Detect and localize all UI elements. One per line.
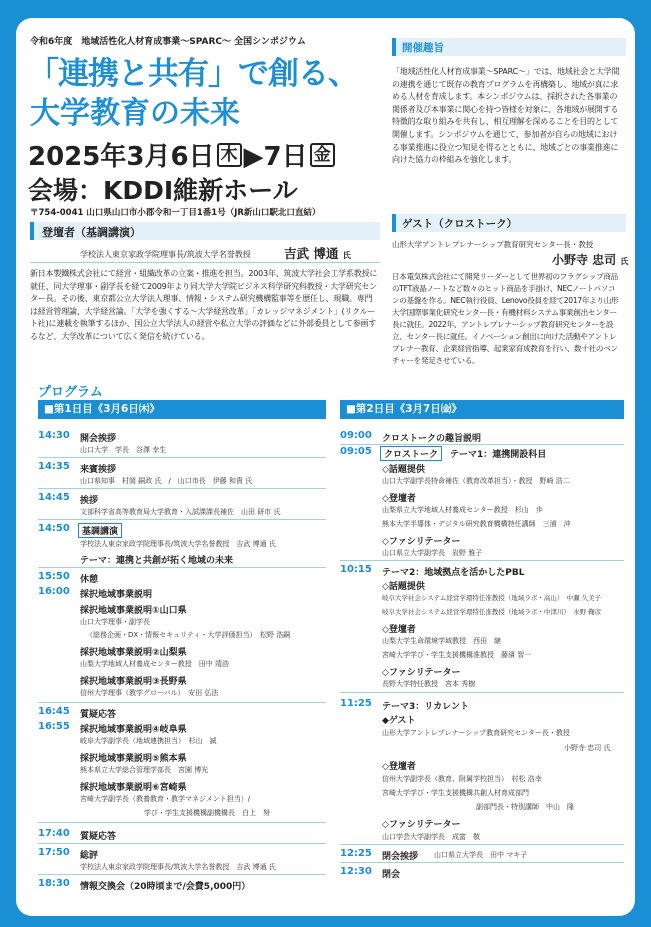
- supertitle: 令和6年度 地域活性化人材育成事業〜SPARC〜 全国シンポジウム: [30, 37, 306, 47]
- day2-heading: ◆ゲスト: [382, 716, 416, 726]
- day2-sub: 山口県立大学副学長 岩野 雅子: [382, 549, 483, 557]
- day2-time: 12:30: [340, 866, 372, 877]
- day1-sub: 山口県知事 村岡 嗣政 氏 / 山口市長 伊藤 和貴 氏: [80, 477, 253, 485]
- title-line-1: 「連携と共有」で創る、: [28, 56, 358, 92]
- day2-sub: 小野寺 忠司 氏: [564, 744, 611, 752]
- guest-affiliation: 山形大学アントレプレナーシップ教育研究センター長・教授: [392, 240, 594, 249]
- day2-heading: ◇ファシリテーター: [382, 668, 461, 678]
- flyer-page: [16, 18, 635, 916]
- purpose-text: 「地域活性化人材育成事業〜SPARC〜」では、地域社会と大学間の連携を通じて既存の教育プログラムを再構築し、地域が真に求める人材を育成します。本シンポジウムは、採択された各事業の関係者及び本事業に関心を持つ皆様を対象に、各地域が展開する特徴的な取り組みを共有し、相互理解を深めることを目的として開催します。シンポジウムを通じて、参加者が自らの地域における事業推進に役立つ知見を得るとともに、地域ごとの事業推進に向けた協力の枠組みを強化します。: [392, 67, 620, 165]
- day1-item: 採択地域事業説明⑤熊本県: [80, 754, 187, 764]
- guest-name: [552, 251, 628, 268]
- day1-item: 情報交換会（20時頃まで/会費5,000円）: [80, 882, 251, 892]
- day2-item: 閉会: [382, 870, 401, 880]
- speaker-section-header: [30, 222, 380, 240]
- day2-sub: 山形大学アントレプレナーシップ教育研究センター長・教授: [382, 729, 570, 737]
- day1-item-keynote: 基調講演: [78, 523, 122, 538]
- speaker-affiliation: 学校法人東京家政学院理事長/筑波大学名誉教授: [80, 250, 251, 259]
- day1-time: 14:30: [38, 430, 70, 441]
- day1-sub: 文部科学省高等教育局大学教育・入試課課長補佐 山田 研市 氏: [80, 508, 281, 516]
- venue: 会場：KDDI維新ホール: [28, 176, 298, 205]
- day1-sub: 山口大学理事・副学長: [80, 618, 150, 626]
- day1-item: 採択地域事業説明③長野県: [80, 677, 187, 687]
- day1-time: 16:00: [38, 586, 70, 597]
- day1-item: 採択地域事業説明⑥宮崎県: [80, 783, 187, 793]
- guest-section-header: [392, 214, 626, 232]
- day1-item: 総評: [80, 851, 99, 861]
- day2-time: 11:25: [340, 698, 372, 709]
- day1-time: 15:50: [38, 571, 70, 582]
- day2-time: 09:00: [340, 430, 372, 441]
- guest-bio: 日本電気株式会社にて開発リーダーとして世界初のフラグシップ商品のTFT液晶ノートなど数々のヒット商品を手掛け、NECノートパソコンの基盤を作る。NEC執行役員、Lenovo役員を経て2017年より山形大学国際事業化研究センター長・有機材料システム事業創出センター長に就任。2022年、アントレプレナーシップ教育研究センターを設立、センター長に就任。イノベーション創出に向けた活動やアントレプレナー教育、企業経営指導、起業家育成教育を行い、数十社のベンチャーを発足させている。: [392, 272, 619, 365]
- day1-sub: 岐阜大学副学長（地域連携担当） 杉山 誠: [80, 737, 217, 745]
- day1-sub: 山梨大学地域人材養成センター教授 田中 靖浩: [80, 660, 229, 668]
- day2-item: クロストークの趣旨説明: [382, 434, 482, 444]
- day1-item: 採択地域事業説明①山口県: [80, 606, 187, 616]
- purpose-section-title: 開催趣旨: [402, 42, 444, 54]
- day2-item: テーマ2：地域拠点を活かしたPBL: [382, 568, 525, 578]
- day1-sub: 信州大学理事（教学グローバル） 安田 弘法: [80, 689, 219, 697]
- day2-heading: ◇登壇者: [382, 625, 416, 635]
- day2-sub: 岐阜大学社会システム経営学環特任准教授（地域ラボ・高山） 中瀬 久美子: [382, 594, 602, 602]
- guest-honor: 氏: [620, 257, 629, 266]
- day1-time: 17:50: [38, 847, 70, 858]
- day2-item: 閉会挨拶: [382, 852, 419, 862]
- guest-section-title: ゲスト（クロストーク）: [402, 218, 518, 230]
- day2-time: 10:15: [340, 564, 372, 575]
- day2-header: ■第2日目《3月7日㈮》: [340, 400, 624, 419]
- day2-sub: 副部門長・特別講師 中山 隆: [476, 803, 574, 811]
- day2-sub: 山梨大学生命環境学域教授 西田 継: [382, 637, 501, 645]
- day2-sub: 宮崎大学学び・学生支援機構共創人材育成部門: [382, 789, 529, 797]
- speaker-section-title: 登壇者（基調講演）: [42, 226, 141, 239]
- day1-item: 採択地域事業説明②山梨県: [80, 648, 187, 658]
- day1-item: 休憩: [80, 575, 99, 585]
- day2-heading: ◇登壇者: [382, 494, 416, 504]
- event-date: [28, 136, 335, 173]
- day2-item-crosstalk: クロストーク: [380, 446, 442, 461]
- day1-sub: 宮崎大学副学長（教養教育・教学マネジメント担当）/: [80, 795, 251, 803]
- day2-sub: 山口学芸大学副学長 成富 敬: [382, 833, 480, 841]
- day2-sub: 熊本大学半導体・デジタル研究教育機構特任講師 三浦 沖: [382, 520, 571, 528]
- speaker-name-text: 吉武 博通: [284, 246, 339, 261]
- day1-time: 16:45: [38, 706, 70, 717]
- day1-time: 14:45: [38, 492, 70, 503]
- day2-time: 12:25: [340, 848, 372, 859]
- guest-name-text: 小野寺 忠司: [552, 253, 617, 267]
- program-title: プログラム: [38, 385, 103, 400]
- day1-item: 質疑応答: [80, 710, 117, 720]
- day2-sub: 信州大学副学長（教育、附属学校担当） 村松 浩幸: [382, 775, 542, 783]
- day1-item: 挨拶: [80, 496, 99, 506]
- speaker-name: [284, 244, 351, 262]
- day1-time: 18:30: [38, 878, 70, 889]
- day2-sub: 山口大学副学長特命補佐（教育改革担当）・教授 野崎 浩二: [382, 477, 570, 485]
- day1-sub: （総務企画・DX・情報セキュリティ・大学評価担当） 松野 浩嗣: [86, 631, 291, 639]
- date-start: 2025年3月6日: [28, 142, 215, 172]
- day2-heading: ◇ファシリテーター: [382, 537, 461, 547]
- day2-item: テーマ3：リカレント: [382, 702, 469, 712]
- day2-heading: ◇登壇者: [382, 762, 416, 772]
- day2-sub: 山梨県立大学地域人材養成センター教授 杉山 歩: [382, 506, 543, 514]
- day1-item: 来賓挨拶: [80, 465, 117, 475]
- day2-item-theme1: テーマ1：連携開設科目: [450, 450, 547, 460]
- day2-sub: 岐阜大学社会システム経営学環特任准教授（地域ラボ・中津川） 水野 鞠彦: [382, 608, 602, 616]
- date-end: ▶7日: [243, 142, 308, 172]
- address: 〒754-0041 山口県山口市小郡令和一丁目1番1号（JR新山口駅北口直結）: [30, 208, 321, 218]
- day1-item: 質疑応答: [80, 832, 117, 842]
- day1-time: 17:40: [38, 828, 70, 839]
- day1-sub: 学び・学生支援機構副機構長 白上 努: [144, 809, 270, 817]
- day2-heading: ◇ファシリテーター: [382, 820, 461, 830]
- speaker-bio: 新日本製鐵株式会社にて経営・組織改革の立案・推進を担当。2003年、筑波大学社会工学系教授に就任、同大学理事・副学長を経て2009年より同大学大学院ビジネス科学研究科教授・大学研究センター長。その後、東京都公立大学法人理事、情報・システム研究機構監事等を歴任し、現職。専門は経営管理論、大学経営論。「大学を強くする〜大学経営改革」「カレッジマネジメント」(リクルート社)に連載を執筆するほか、国公立大学法人の経営や私立大学の評価などに外部委員として参画するなど、大学改革について広く発信を続けている。: [30, 269, 378, 341]
- day1-item: 採択地域事業説明④岐阜県: [80, 725, 187, 735]
- day1-header: ■第1日目《3月6日㈭》: [38, 400, 326, 419]
- speaker-honor: 氏: [342, 251, 351, 260]
- day1-item: 採択地域事業説明: [80, 590, 153, 600]
- day-badge-1: 木: [217, 143, 242, 167]
- day2-heading: ◇話題提供: [382, 465, 425, 475]
- day1-sub: 熊本県立大学総合管理学部長 宮園 博光: [80, 766, 209, 774]
- day1-sub: 山口大学 学長 谷澤 幸生: [80, 446, 167, 454]
- day1-item: 開会挨拶: [80, 434, 117, 444]
- day1-time: 14:35: [38, 461, 70, 472]
- day2-heading: ◇話題提供: [382, 582, 425, 592]
- purpose-section-header: [392, 38, 626, 56]
- day-badge-2: 金: [310, 143, 335, 167]
- day1-sub: 学校法人東京家政学院理事長/筑波大学名誉教授 吉武 博通 氏: [80, 863, 276, 871]
- day1-time: 16:55: [38, 721, 70, 732]
- day1-item-theme: テーマ：連携と共創が拓く地域の未来: [80, 556, 234, 566]
- day1-time: 14:50: [38, 523, 70, 534]
- day1-sub: 学校法人東京家政学院理事長/筑波大学名誉教授 吉武 博通 氏: [80, 540, 276, 548]
- day2-sub: 山口県立大学長 田中 マキ子: [434, 851, 528, 859]
- day2-sub: 宮崎大学学び・学生支援機構准教授 藤濱 智一: [382, 651, 532, 659]
- day2-sub: 長野大学特任教授 宮本 秀樹: [382, 680, 476, 688]
- day2-time: 09:05: [340, 446, 372, 457]
- title-line-2: 大学教育の未来: [30, 96, 240, 131]
